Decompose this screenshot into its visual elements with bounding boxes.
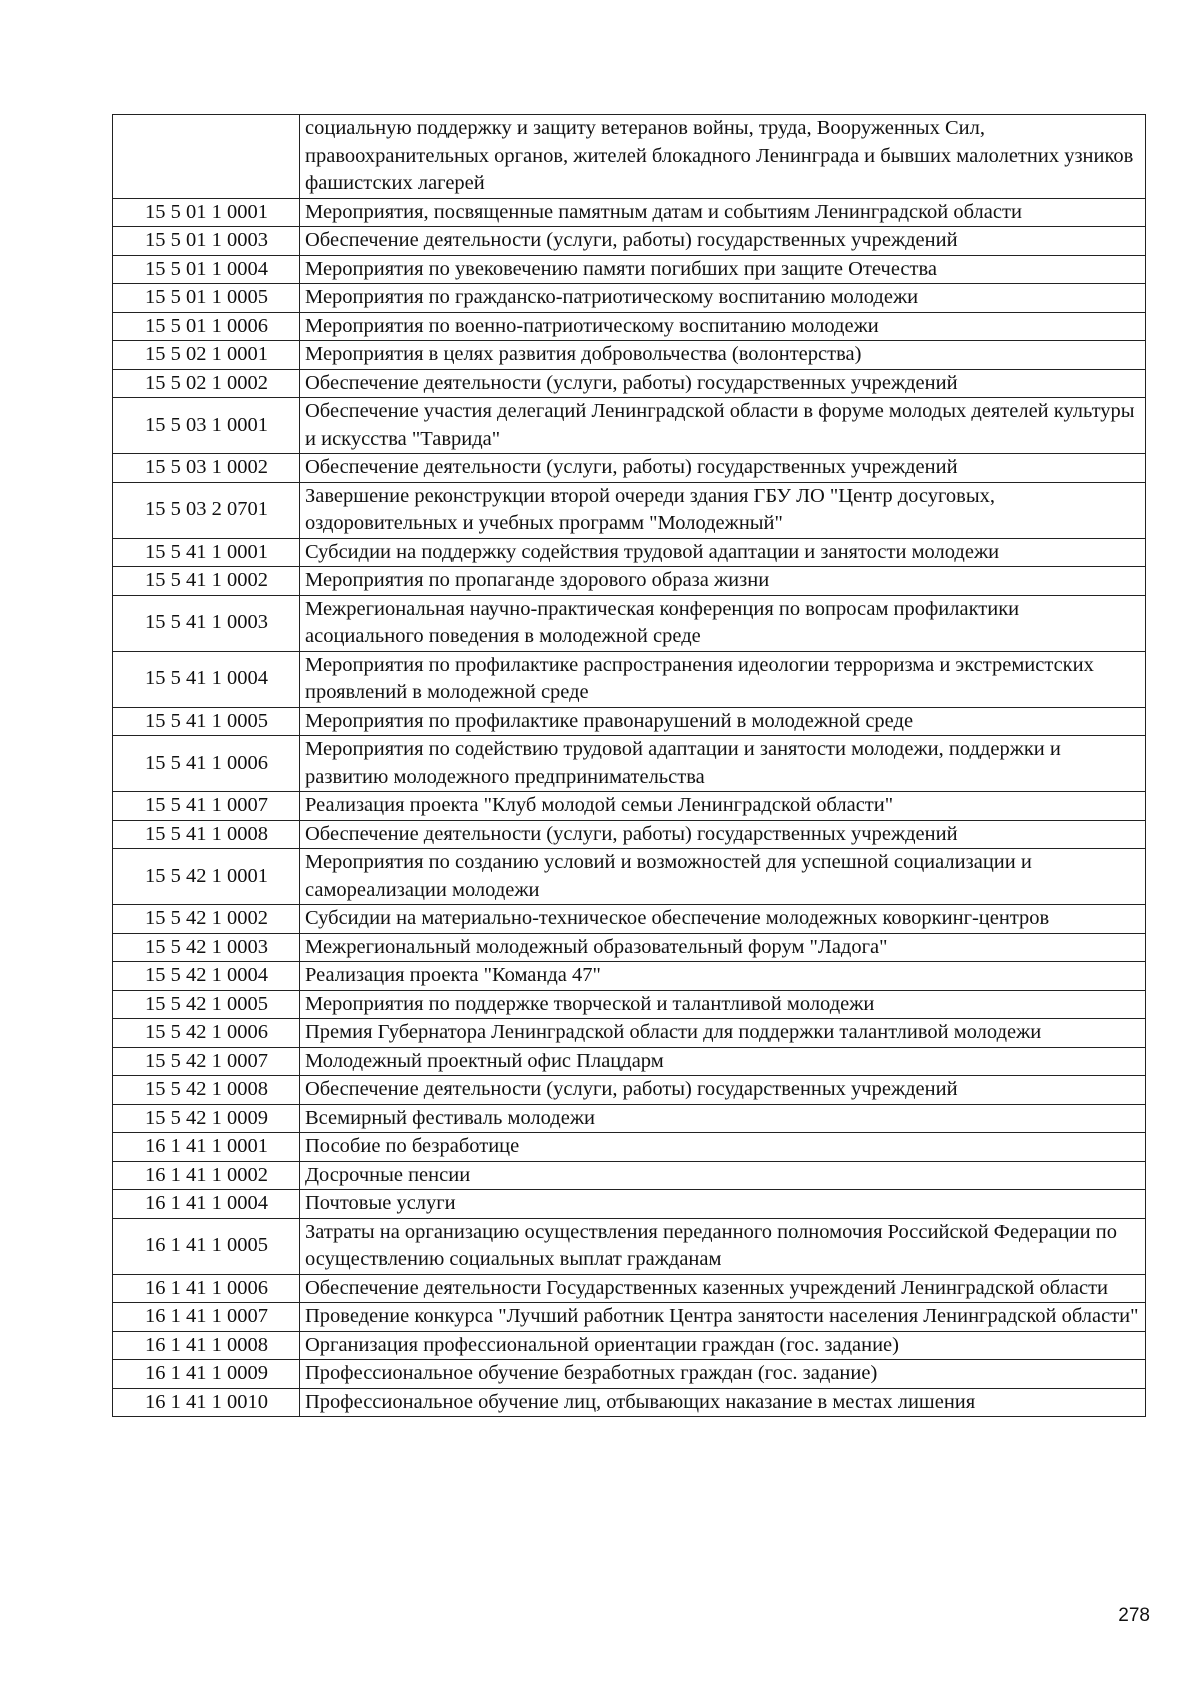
table-row — [113, 962, 1146, 991]
row-code-cell: 15 5 01 1 0001 — [113, 198, 300, 227]
row-code-cell: 15 5 41 1 0006 — [113, 736, 300, 792]
table-row — [113, 849, 1146, 905]
row-code-cell: 15 5 42 1 0007 — [113, 1047, 300, 1076]
row-code-cell: 15 5 41 1 0001 — [113, 538, 300, 567]
row-description-cell: Мероприятия по увековечению памяти погибших при защите Отечества — [300, 255, 1146, 284]
row-code-cell: 15 5 42 1 0009 — [113, 1104, 300, 1133]
table-row — [113, 284, 1146, 313]
row-code-cell: 16 1 41 1 0006 — [113, 1274, 300, 1303]
row-description-cell: Мероприятия в целях развития добровольчества (волонтерства) — [300, 341, 1146, 370]
row-code-cell: 15 5 03 1 0002 — [113, 454, 300, 483]
row-description-cell: Обеспечение участия делегаций Ленинградской области в форуме молодых деятелей культуры и искусства "Таврида" — [300, 398, 1146, 454]
row-code-cell: 16 1 41 1 0002 — [113, 1161, 300, 1190]
table-row — [113, 1076, 1146, 1105]
table-row — [113, 651, 1146, 707]
row-description-cell: Субсидии на поддержку содействия трудовой адаптации и занятости молодежи — [300, 538, 1146, 567]
row-description-cell: Профессиональное обучение лиц, отбывающих наказание в местах лишения — [300, 1388, 1146, 1417]
table-row — [113, 341, 1146, 370]
row-description-cell: Обеспечение деятельности (услуги, работы) государственных учреждений — [300, 1076, 1146, 1105]
row-description-cell: Обеспечение деятельности (услуги, работы) государственных учреждений — [300, 227, 1146, 256]
row-code-cell: 15 5 41 1 0008 — [113, 820, 300, 849]
row-code-cell: 16 1 41 1 0004 — [113, 1190, 300, 1219]
table-row — [113, 1303, 1146, 1332]
table-row — [113, 227, 1146, 256]
row-description-cell: Реализация проекта "Команда 47" — [300, 962, 1146, 991]
row-code-cell: 16 1 41 1 0005 — [113, 1218, 300, 1274]
table-body — [113, 115, 1146, 1417]
table-row — [113, 792, 1146, 821]
row-code-cell: 15 5 01 1 0003 — [113, 227, 300, 256]
table-row — [113, 312, 1146, 341]
row-description-cell: Затраты на организацию осуществления переданного полномочия Российской Федерации по осуществлению социальных выплат гражданам — [300, 1218, 1146, 1274]
row-code-cell: 15 5 02 1 0002 — [113, 369, 300, 398]
table-row — [113, 454, 1146, 483]
row-code-cell: 15 5 01 1 0006 — [113, 312, 300, 341]
row-code-cell — [113, 115, 300, 199]
row-code-cell: 15 5 02 1 0001 — [113, 341, 300, 370]
row-description-cell: Мероприятия по созданию условий и возможностей для успешной социализации и самореализации молодежи — [300, 849, 1146, 905]
table-row — [113, 482, 1146, 538]
row-code-cell: 16 1 41 1 0007 — [113, 1303, 300, 1332]
row-description-cell: Межрегиональный молодежный образовательный форум "Ладога" — [300, 933, 1146, 962]
row-description-cell: Реализация проекта "Клуб молодой семьи Ленинградской области" — [300, 792, 1146, 821]
row-description-cell: Завершение реконструкции второй очереди здания ГБУ ЛО "Центр досуговых, оздоровительных и учебных программ "Молодежный" — [300, 482, 1146, 538]
row-description-cell: социальную поддержку и защиту ветеранов войны, труда, Вооруженных Сил, правоохранительных органов, жителей блокадного Ленинграда и бывших малолетних узников фашистских лагерей — [300, 115, 1146, 199]
row-description-cell: Обеспечение деятельности (услуги, работы) государственных учреждений — [300, 820, 1146, 849]
row-code-cell: 15 5 42 1 0001 — [113, 849, 300, 905]
row-code-cell: 15 5 41 1 0005 — [113, 707, 300, 736]
row-description-cell: Почтовые услуги — [300, 1190, 1146, 1219]
table-row — [113, 1019, 1146, 1048]
row-code-cell: 16 1 41 1 0008 — [113, 1331, 300, 1360]
table-row — [113, 707, 1146, 736]
table-row — [113, 1190, 1146, 1219]
row-code-cell: 15 5 41 1 0004 — [113, 651, 300, 707]
table-row — [113, 1331, 1146, 1360]
row-description-cell: Молодежный проектный офис Плацдарм — [300, 1047, 1146, 1076]
row-code-cell: 15 5 03 1 0001 — [113, 398, 300, 454]
row-code-cell: 15 5 42 1 0005 — [113, 990, 300, 1019]
table-row — [113, 198, 1146, 227]
row-description-cell: Межрегиональная научно-практическая конференция по вопросам профилактики асоциального поведения в молодежной среде — [300, 595, 1146, 651]
table-row — [113, 1104, 1146, 1133]
row-description-cell: Организация профессиональной ориентации граждан (гос. задание) — [300, 1331, 1146, 1360]
table-row — [113, 369, 1146, 398]
table-row — [113, 538, 1146, 567]
row-code-cell: 16 1 41 1 0001 — [113, 1133, 300, 1162]
row-code-cell: 15 5 42 1 0006 — [113, 1019, 300, 1048]
row-code-cell: 15 5 01 1 0004 — [113, 255, 300, 284]
row-description-cell: Мероприятия по профилактике правонарушений в молодежной среде — [300, 707, 1146, 736]
table-row — [113, 905, 1146, 934]
row-description-cell: Мероприятия по профилактике распространения идеологии терроризма и экстремистских проявлений в молодежной среде — [300, 651, 1146, 707]
row-description-cell: Субсидии на материально-техническое обеспечение молодежных коворкинг-центров — [300, 905, 1146, 934]
row-description-cell: Проведение конкурса "Лучший работник Центра занятости населения Ленинградской области" — [300, 1303, 1146, 1332]
row-description-cell: Мероприятия по пропаганде здорового образа жизни — [300, 567, 1146, 596]
row-description-cell: Премия Губернатора Ленинградской области для поддержки талантливой молодежи — [300, 1019, 1146, 1048]
table-row — [113, 933, 1146, 962]
row-description-cell: Обеспечение деятельности Государственных казенных учреждений Ленинградской области — [300, 1274, 1146, 1303]
row-description-cell: Обеспечение деятельности (услуги, работы) государственных учреждений — [300, 454, 1146, 483]
row-description-cell: Пособие по безработице — [300, 1133, 1146, 1162]
budget-codes-table — [112, 114, 1146, 1417]
row-code-cell: 15 5 03 2 0701 — [113, 482, 300, 538]
table-row — [113, 1047, 1146, 1076]
row-code-cell: 15 5 01 1 0005 — [113, 284, 300, 313]
row-description-cell: Всемирный фестиваль молодежи — [300, 1104, 1146, 1133]
table-row — [113, 820, 1146, 849]
row-code-cell: 15 5 41 1 0003 — [113, 595, 300, 651]
row-description-cell: Мероприятия, посвященные памятным датам и событиям Ленинградской области — [300, 198, 1146, 227]
row-code-cell: 15 5 42 1 0002 — [113, 905, 300, 934]
table-row — [113, 1360, 1146, 1389]
row-code-cell: 15 5 42 1 0008 — [113, 1076, 300, 1105]
table-row — [113, 1274, 1146, 1303]
table-row — [113, 1133, 1146, 1162]
row-code-cell: 15 5 42 1 0004 — [113, 962, 300, 991]
table-row — [113, 255, 1146, 284]
page-number: 278 — [1118, 1605, 1150, 1626]
row-code-cell: 15 5 41 1 0002 — [113, 567, 300, 596]
row-description-cell: Мероприятия по военно-патриотическому воспитанию молодежи — [300, 312, 1146, 341]
row-description-cell: Мероприятия по содействию трудовой адаптации и занятости молодежи, поддержки и развитию молодежного предпринимательства — [300, 736, 1146, 792]
table-row — [113, 990, 1146, 1019]
row-code-cell: 15 5 42 1 0003 — [113, 933, 300, 962]
row-description-cell: Мероприятия по поддержке творческой и талантливой молодежи — [300, 990, 1146, 1019]
table-row — [113, 1388, 1146, 1417]
table-row — [113, 115, 1146, 199]
row-description-cell: Мероприятия по гражданско-патриотическому воспитанию молодежи — [300, 284, 1146, 313]
table-row — [113, 736, 1146, 792]
row-code-cell: 16 1 41 1 0010 — [113, 1388, 300, 1417]
table-row — [113, 1218, 1146, 1274]
table-row — [113, 567, 1146, 596]
table-row — [113, 1161, 1146, 1190]
row-description-cell: Профессиональное обучение безработных граждан (гос. задание) — [300, 1360, 1146, 1389]
row-code-cell: 16 1 41 1 0009 — [113, 1360, 300, 1389]
table-row — [113, 595, 1146, 651]
row-description-cell: Досрочные пенсии — [300, 1161, 1146, 1190]
row-code-cell: 15 5 41 1 0007 — [113, 792, 300, 821]
table-row — [113, 398, 1146, 454]
row-description-cell: Обеспечение деятельности (услуги, работы) государственных учреждений — [300, 369, 1146, 398]
